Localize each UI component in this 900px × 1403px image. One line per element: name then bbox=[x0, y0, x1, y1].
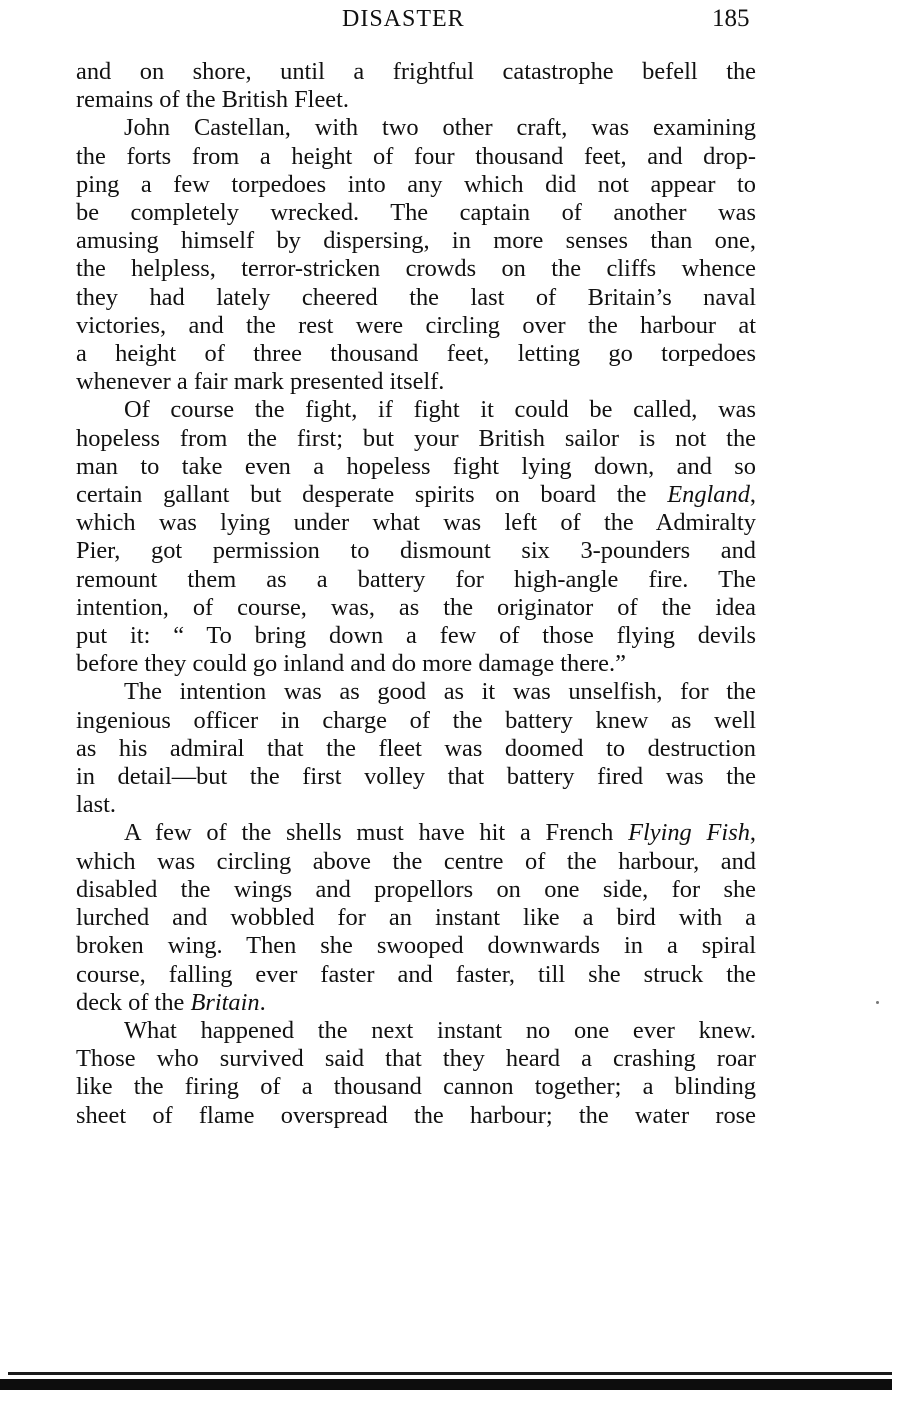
text-line: disabled the wings and propellors on one side, for she bbox=[76, 875, 756, 903]
vessel-name: Flying Fish bbox=[628, 819, 750, 847]
text-line: the forts from a height of four thousand feet, and drop- bbox=[76, 142, 756, 170]
text-line: Pier, got permission to dismount six 3-pounders and bbox=[76, 537, 756, 565]
text-line: whenever a fair mark presented itself. bbox=[76, 368, 445, 396]
text-line: which was lying under what was left of the Admiralty bbox=[76, 509, 756, 537]
page-number: 185 bbox=[712, 5, 750, 32]
text-line: put it: “ To bring down a few of those flying devils bbox=[76, 622, 756, 650]
text-line: Those who survived said that they heard a crashing roar bbox=[76, 1045, 756, 1073]
text-line: A few of the shells must have hit a French Flying Fish, bbox=[124, 819, 756, 847]
text-line: last. bbox=[76, 791, 116, 819]
text-line: be completely wrecked. The captain of another was bbox=[76, 199, 756, 227]
text-line: as his admiral that the fleet was doomed to destruction bbox=[76, 734, 756, 762]
paragraph bbox=[76, 114, 756, 396]
running-title: DISASTER bbox=[342, 6, 465, 32]
paragraph bbox=[76, 678, 756, 819]
paragraph bbox=[76, 1017, 756, 1130]
text-line: remains of the British Fleet. bbox=[76, 86, 349, 114]
vessel-name: England bbox=[667, 481, 750, 509]
text-line: which was circling above the centre of the harbour, and bbox=[76, 847, 756, 875]
vessel-name: Britain bbox=[190, 988, 260, 1016]
scan-edge-line bbox=[8, 1372, 892, 1375]
text-line: remount them as a battery for high-angle fire. The bbox=[76, 565, 756, 593]
text-line: John Castellan, with two other craft, was examining bbox=[124, 114, 756, 142]
text-line: and on shore, until a frightful catastrophe befell the bbox=[76, 58, 756, 85]
text-line: intention, of course, was, as the originator of the idea bbox=[76, 593, 756, 621]
text-line: before they could go inland and do more damage there.” bbox=[76, 650, 626, 678]
text-line: course, falling ever faster and faster, till she struck the bbox=[76, 960, 756, 988]
text-line: broken wing. Then she swooped downwards in a spiral bbox=[76, 932, 756, 960]
text-line: a height of three thousand feet, letting go torpedoes bbox=[76, 340, 756, 368]
text-line: they had lately cheered the last of Britain’s naval bbox=[76, 283, 756, 311]
body-text bbox=[76, 58, 756, 1130]
text-line: like the firing of a thousand cannon together; a blinding bbox=[76, 1073, 756, 1101]
text-line: sheet of flame overspread the harbour; the water rose bbox=[76, 1101, 756, 1129]
text-line: ingenious officer in charge of the battery knew as well bbox=[76, 706, 756, 734]
text-line: victories, and the rest were circling over the harbour at bbox=[76, 311, 756, 339]
text-line: lurched and wobbled for an instant like a bird with a bbox=[76, 904, 756, 932]
paragraph bbox=[76, 58, 756, 114]
text-line: in detail—but the first volley that battery fired was the bbox=[76, 763, 756, 791]
text-line: ping a few torpedoes into any which did not appear to bbox=[76, 170, 756, 198]
text-line: the helpless, terror-stricken crowds on the cliffs whence bbox=[76, 255, 756, 283]
paragraph bbox=[76, 819, 756, 1016]
text-line: amusing himself by dispersing, in more senses than one, bbox=[76, 227, 756, 255]
text-line: What happened the next instant no one ever knew. bbox=[124, 1016, 756, 1044]
scan-edge-bar bbox=[0, 1379, 892, 1390]
text-line: Of course the fight, if fight it could be called, was bbox=[124, 396, 756, 424]
print-speck bbox=[876, 1001, 879, 1004]
text-line: deck of the Britain. bbox=[76, 988, 266, 1016]
text-line: hopeless from the first; but your British sailor is not the bbox=[76, 424, 756, 452]
text-line: man to take even a hopeless fight lying down, and so bbox=[76, 452, 756, 480]
text-line: The intention was as good as it was unselfish, for the bbox=[124, 678, 756, 706]
running-head bbox=[0, 4, 900, 38]
text-line: certain gallant but desperate spirits on board the England, bbox=[76, 481, 756, 509]
paragraph bbox=[76, 396, 756, 678]
